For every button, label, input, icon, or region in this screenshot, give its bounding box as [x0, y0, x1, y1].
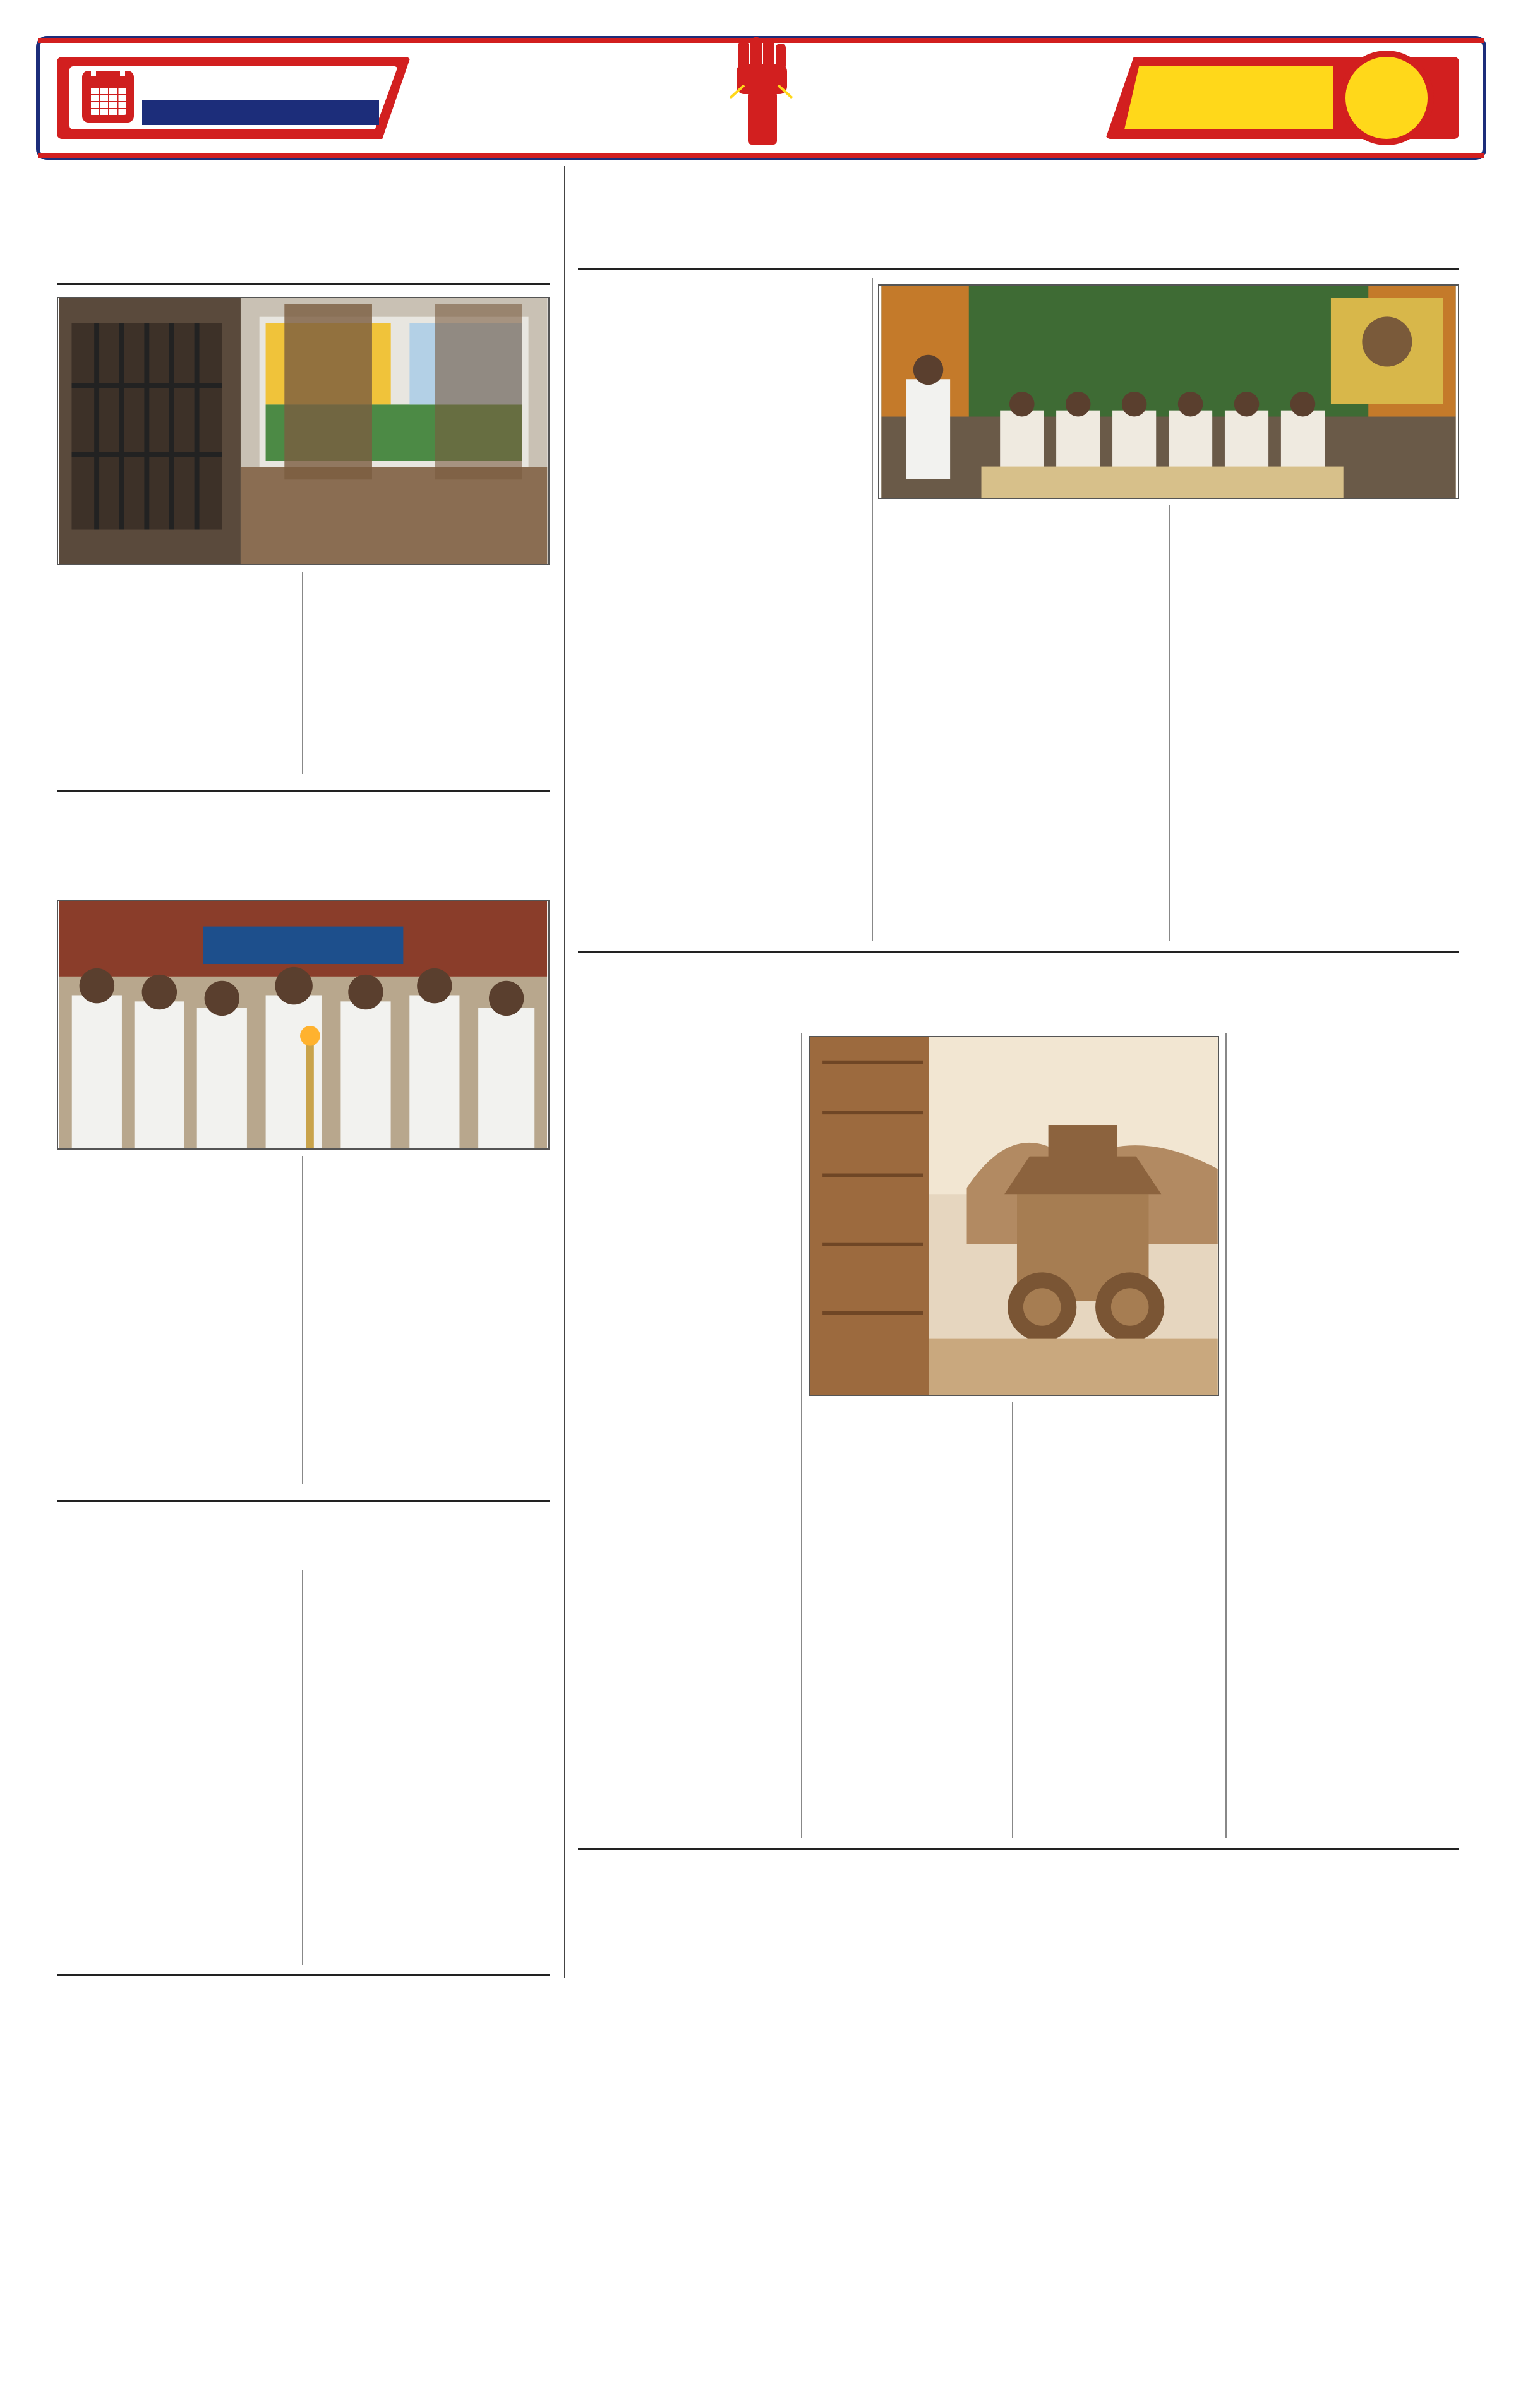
divider	[578, 268, 1459, 270]
divider	[302, 572, 303, 774]
samapankti-body-col-3	[1175, 505, 1459, 941]
divider	[1012, 1402, 1013, 1838]
sugar-event-photo	[57, 900, 550, 1150]
divider	[302, 1570, 303, 1965]
deve-body	[57, 2062, 884, 2366]
theft-body-col-1	[57, 572, 297, 774]
divider	[578, 1848, 1459, 1850]
divider	[57, 1974, 550, 1976]
raised-fist-icon	[726, 35, 796, 148]
page-panel	[1124, 66, 1333, 129]
divider	[57, 790, 550, 792]
page-number-badge	[1339, 51, 1434, 145]
divider	[302, 1156, 303, 1484]
samapankti-body-col-2	[878, 505, 1162, 941]
hampi-body-col-4	[1232, 1033, 1459, 1838]
date-bar	[142, 100, 379, 125]
divider	[1169, 505, 1170, 941]
hampi-body-col-1	[578, 1033, 796, 1838]
divider	[801, 1033, 802, 1838]
divider	[872, 278, 873, 941]
divider	[1225, 1033, 1227, 1838]
sugar-body-col-1	[57, 1156, 297, 1484]
hampi-body-col-2	[809, 1402, 1008, 1838]
divider	[578, 951, 1459, 953]
samapankti-stage-photo	[878, 284, 1459, 499]
divider	[57, 1500, 550, 1502]
theft-window-photo	[57, 297, 550, 565]
sugar-body-col-2	[308, 1156, 550, 1484]
agro-body-col-2	[308, 1570, 550, 1965]
agro-body-col-1	[57, 1570, 297, 1965]
calendar-icon	[82, 71, 134, 123]
samapankti-body-col-1	[578, 278, 865, 941]
divider	[564, 166, 565, 1978]
theft-body-col-2	[308, 572, 550, 774]
hampi-stone-chariot-photo	[809, 1036, 1219, 1396]
divider	[57, 283, 550, 285]
hampi-body-col-3	[1018, 1402, 1219, 1838]
